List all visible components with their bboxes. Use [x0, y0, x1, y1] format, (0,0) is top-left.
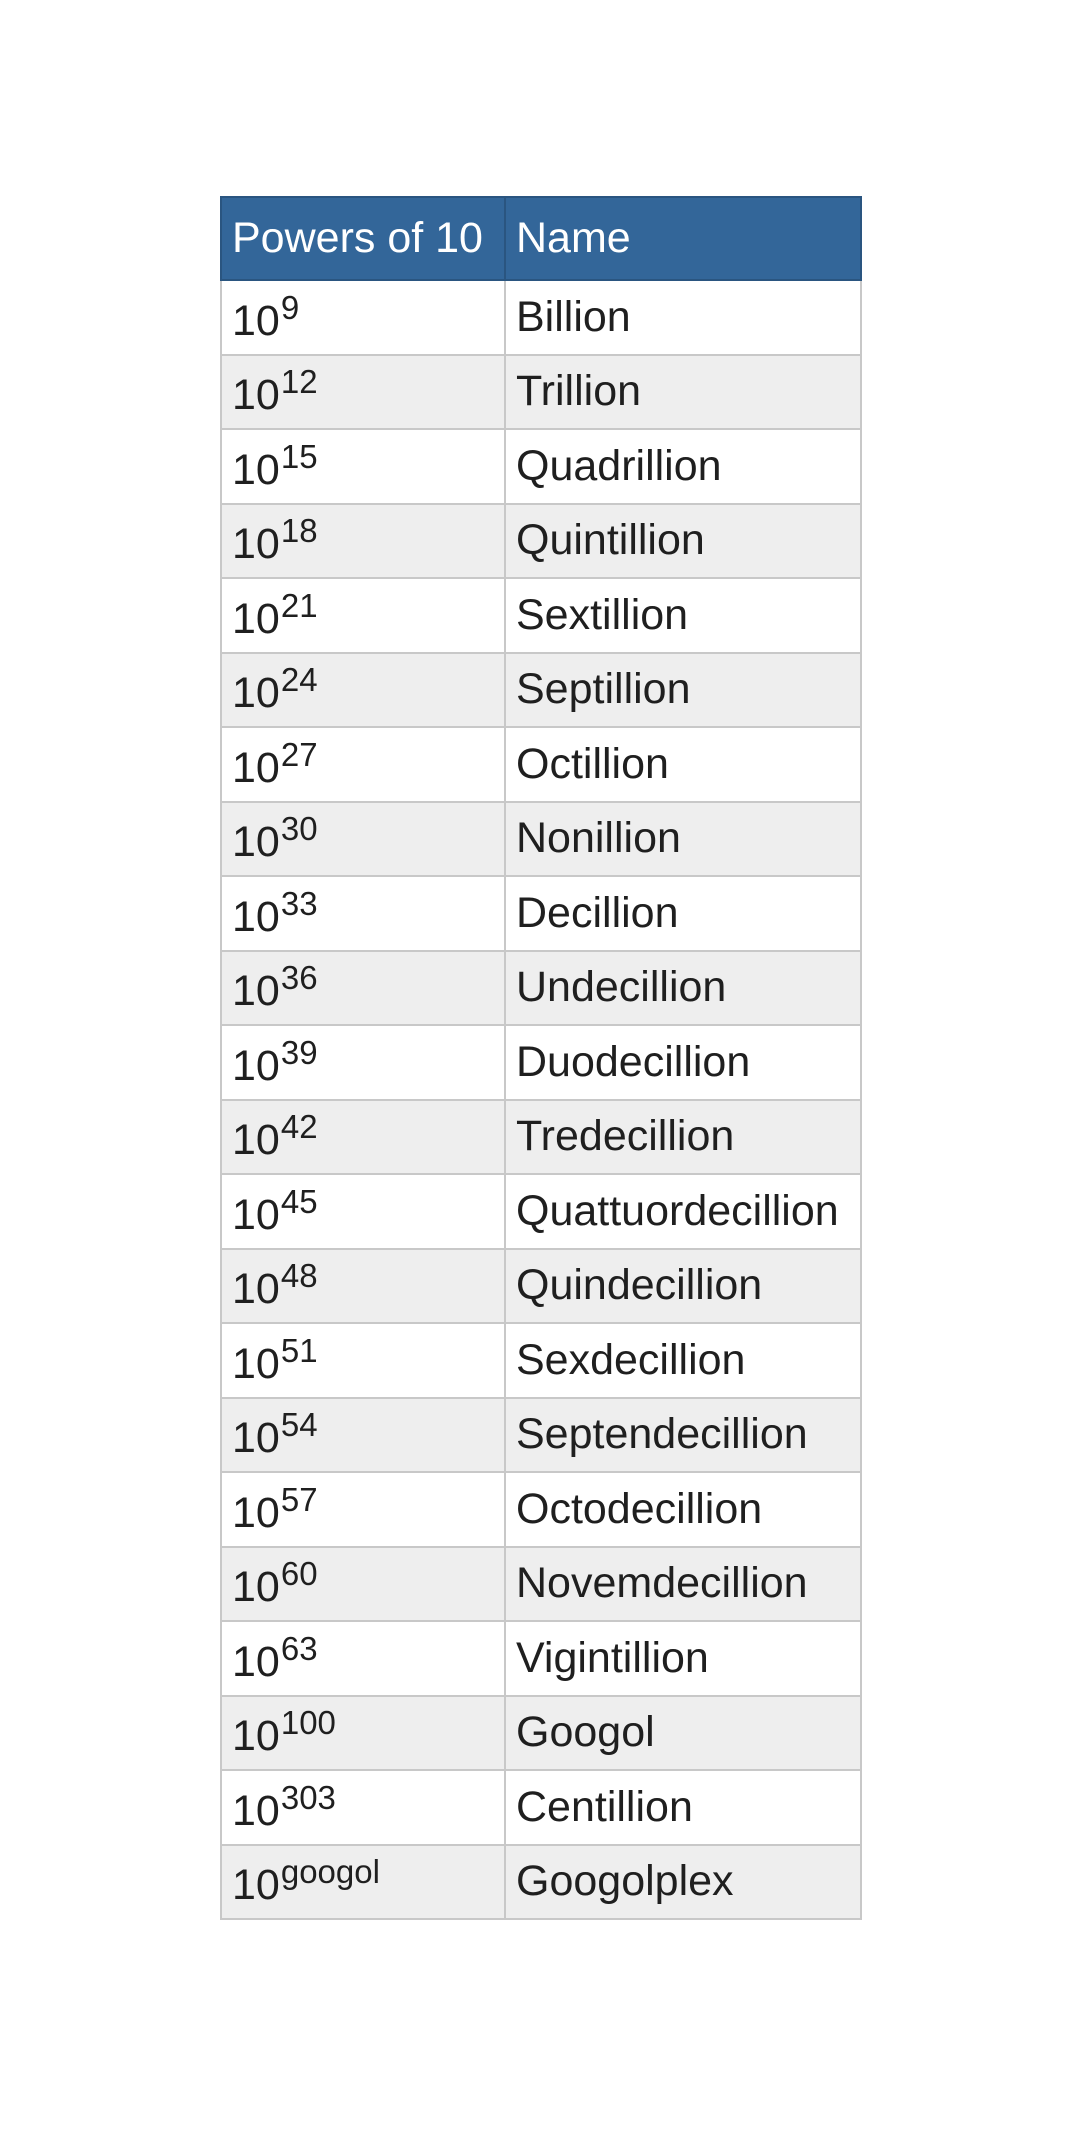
power-cell: [221, 578, 505, 653]
power-base: $10^{12}$: [232, 363, 318, 420]
name-cell: Octodecillion: [505, 1472, 861, 1547]
power-exponent: 24: [280, 661, 318, 699]
name-cell: Vigintillion: [505, 1621, 861, 1696]
power-base: $10^{48}$: [232, 1257, 318, 1314]
table-row: [221, 578, 861, 653]
power-exponent: 48: [280, 1257, 318, 1295]
name-cell: Septillion: [505, 653, 861, 728]
name-cell: Quadrillion: [505, 429, 861, 504]
table-row: [221, 1174, 861, 1249]
table-body: [221, 280, 861, 1919]
name-cell: Quattuordecillion: [505, 1174, 861, 1249]
table-row: [221, 1770, 861, 1845]
name-cell: Tredecillion: [505, 1100, 861, 1175]
table-row: [221, 802, 861, 877]
table-row: [221, 355, 861, 430]
name-cell: Centillion: [505, 1770, 861, 1845]
name-cell: Octillion: [505, 727, 861, 802]
table-row: [221, 876, 861, 951]
power-cell: [221, 1249, 505, 1324]
power-cell: [221, 1547, 505, 1622]
power-exponent: 42: [280, 1108, 318, 1146]
power-base: $10^{63}$: [232, 1629, 318, 1686]
table-row: [221, 653, 861, 728]
power-cell: [221, 1696, 505, 1771]
power-cell: [221, 1025, 505, 1100]
power-cell: [221, 1398, 505, 1473]
table-row: [221, 1845, 861, 1920]
power-exponent: 45: [280, 1182, 318, 1220]
power-base: $10^{15}$: [232, 437, 318, 494]
power-cell: [221, 876, 505, 951]
power-base: $10^{100}$: [232, 1704, 336, 1761]
power-exponent: 21: [280, 586, 318, 624]
power-cell: [221, 951, 505, 1026]
table-row: [221, 1696, 861, 1771]
name-cell: Sexdecillion: [505, 1323, 861, 1398]
power-exponent: 100: [280, 1704, 336, 1742]
power-base: $10^{24}$: [232, 661, 318, 718]
power-base: $10^{60}$: [232, 1555, 318, 1612]
table-row: [221, 1323, 861, 1398]
power-base: $10^{18}$: [232, 512, 318, 569]
table-row: [221, 280, 861, 355]
power-exponent: 36: [280, 959, 318, 997]
power-exponent: 303: [280, 1778, 336, 1816]
name-cell: Novemdecillion: [505, 1547, 861, 1622]
power-cell: [221, 1174, 505, 1249]
power-base: $10^{39}$: [232, 1033, 318, 1090]
name-cell: Trillion: [505, 355, 861, 430]
table-row: [221, 504, 861, 579]
power-exponent: 12: [280, 363, 318, 401]
table-row: [221, 1398, 861, 1473]
power-exponent: googol: [280, 1853, 380, 1891]
power-base: $10^9$: [232, 288, 300, 345]
power-cell: [221, 1845, 505, 1920]
power-base: $10^{303}$: [232, 1778, 336, 1835]
power-cell: [221, 280, 505, 355]
power-base: $10^{45}$: [232, 1182, 318, 1239]
name-cell: Undecillion: [505, 951, 861, 1026]
power-base: $10^{51}$: [232, 1331, 318, 1388]
power-base: $10^{42}$: [232, 1108, 318, 1165]
name-cell: Nonillion: [505, 802, 861, 877]
name-cell: Decillion: [505, 876, 861, 951]
name-cell: Septendecillion: [505, 1398, 861, 1473]
power-base: $10^{57}$: [232, 1480, 318, 1537]
table-row: [221, 1621, 861, 1696]
name-cell: Sextillion: [505, 578, 861, 653]
power-exponent: 15: [280, 437, 318, 475]
power-base: $10^{54}$: [232, 1406, 318, 1463]
table-row: [221, 429, 861, 504]
power-cell: [221, 1100, 505, 1175]
power-exponent: 27: [280, 735, 318, 773]
power-base: $10^{36}$: [232, 959, 318, 1016]
table-row: [221, 951, 861, 1026]
power-exponent: 33: [280, 884, 318, 922]
power-exponent: 54: [280, 1406, 318, 1444]
name-cell: Googolplex: [505, 1845, 861, 1920]
name-cell: Duodecillion: [505, 1025, 861, 1100]
table-row: [221, 1472, 861, 1547]
table-row: [221, 1025, 861, 1100]
power-base: $10^{27}$: [232, 735, 318, 792]
powers-of-ten-table: [220, 196, 862, 1920]
header-powers-of-10: Powers of 10: [221, 197, 505, 280]
power-cell: [221, 1621, 505, 1696]
power-cell: [221, 1472, 505, 1547]
power-cell: [221, 429, 505, 504]
power-exponent: 51: [280, 1331, 318, 1369]
power-cell: [221, 1770, 505, 1845]
table-row: [221, 1100, 861, 1175]
table-row: [221, 1547, 861, 1622]
power-exponent: 39: [280, 1033, 318, 1071]
table-row: [221, 1249, 861, 1324]
power-exponent: 9: [280, 288, 300, 326]
power-exponent: 60: [280, 1555, 318, 1593]
power-base: $10^{googol}$: [232, 1853, 380, 1910]
power-cell: [221, 504, 505, 579]
table-row: [221, 727, 861, 802]
power-base: $10^{21}$: [232, 586, 318, 643]
power-base: $10^{33}$: [232, 884, 318, 941]
power-base: $10^{30}$: [232, 810, 318, 867]
power-exponent: 18: [280, 512, 318, 550]
name-cell: Quindecillion: [505, 1249, 861, 1324]
power-exponent: 57: [280, 1480, 318, 1518]
name-cell: Googol: [505, 1696, 861, 1771]
power-cell: [221, 802, 505, 877]
power-cell: [221, 355, 505, 430]
power-cell: [221, 1323, 505, 1398]
header-name: Name: [505, 197, 861, 280]
power-cell: [221, 727, 505, 802]
power-exponent: 30: [280, 810, 318, 848]
power-exponent: 63: [280, 1629, 318, 1667]
name-cell: Quintillion: [505, 504, 861, 579]
name-cell: Billion: [505, 280, 861, 355]
table-header-row: [221, 197, 861, 280]
power-cell: [221, 653, 505, 728]
